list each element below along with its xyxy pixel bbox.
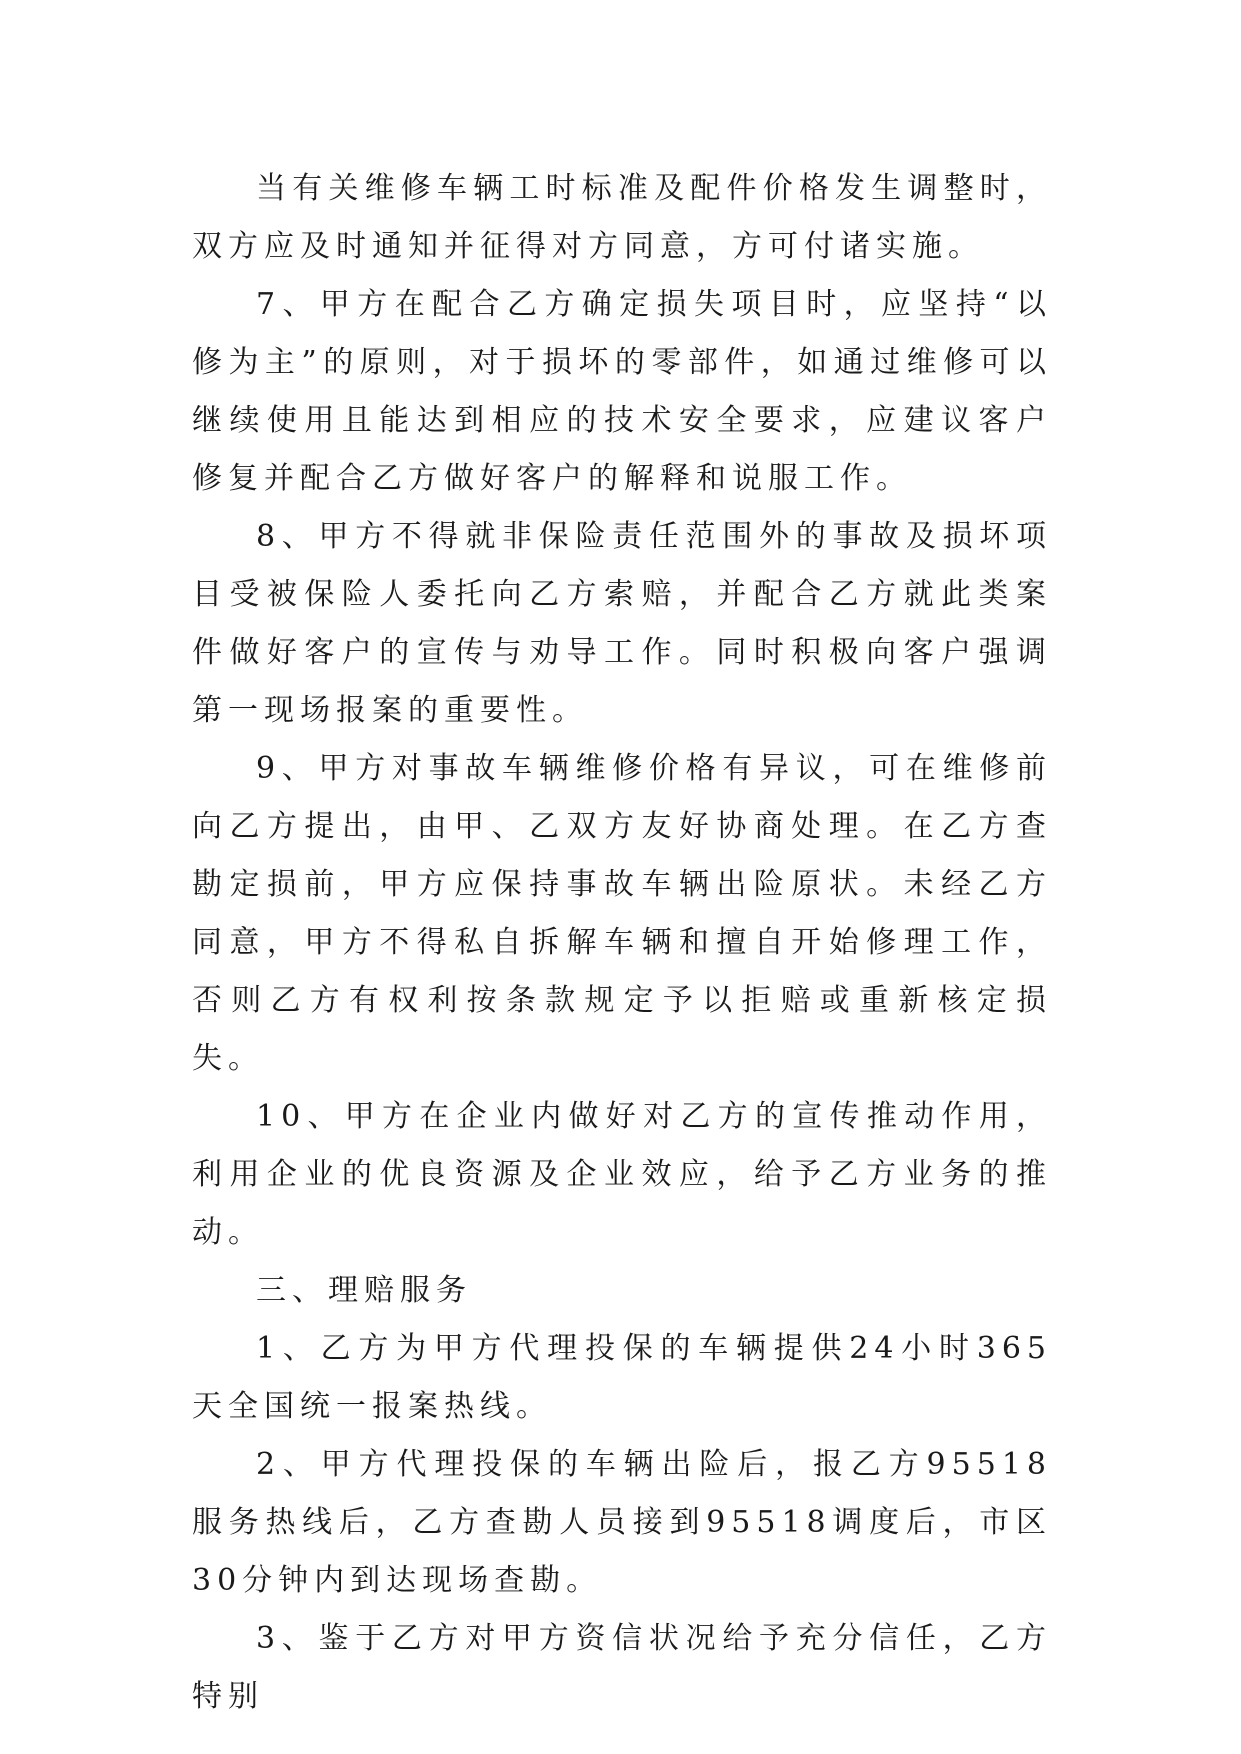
paragraph-claims-3: 3、鉴于乙方对甲方资信状况给予充分信任，乙方特别 [192,1621,1052,1714]
paragraph-clause-9: 9、甲方对事故车辆维修价格有异议，可在维修前向乙方提出，由甲、乙双方友好协商处理。在乙方查勘定损前，甲方应保持事故车辆出险原状。未经乙方同意，甲方不得私自拆解车辆和擅自开始修理工作，否则乙方有权利按条款规定予以拒赔或重新核定损失。 [192,751,1052,1076]
paragraph-clause-7: 7、甲方在配合乙方确定损失项目时，应坚持“以修为主”的原则，对于损坏的零部件，如通过维修可以继续使用且能达到相应的技术安全要求，应建议客户修复并配合乙方做好客户的解释和说服工作。 [192,287,1052,496]
document-body [192,160,1052,1726]
paragraph-clause-8: 8、甲方不得就非保险责任范围外的事故及损坏项目受被保险人委托向乙方索赔，并配合乙方就此类案件做好客户的宣传与劝导工作。同时积极向客户强调第一现场报案的重要性。 [192,519,1052,728]
paragraph-clause-10: 10、甲方在企业内做好对乙方的宣传推动作用，利用企业的优良资源及企业效应，给予乙方业务的推动。 [192,1099,1052,1250]
paragraph-claims-2: 2、甲方代理投保的车辆出险后，报乙方95518服务热线后，乙方查勘人员接到95518调度后，市区30分钟内到达现场查勘。 [192,1447,1052,1598]
section-heading-claims-service: 三、理赔服务 [256,1273,472,1308]
paragraph-claims-1: 1、乙方为甲方代理投保的车辆提供24小时365天全国统一报案热线。 [192,1331,1052,1424]
paragraph-price-adjustment: 当有关维修车辆工时标准及配件价格发生调整时，双方应及时通知并征得对方同意，方可付诸实施。 [192,171,1052,264]
